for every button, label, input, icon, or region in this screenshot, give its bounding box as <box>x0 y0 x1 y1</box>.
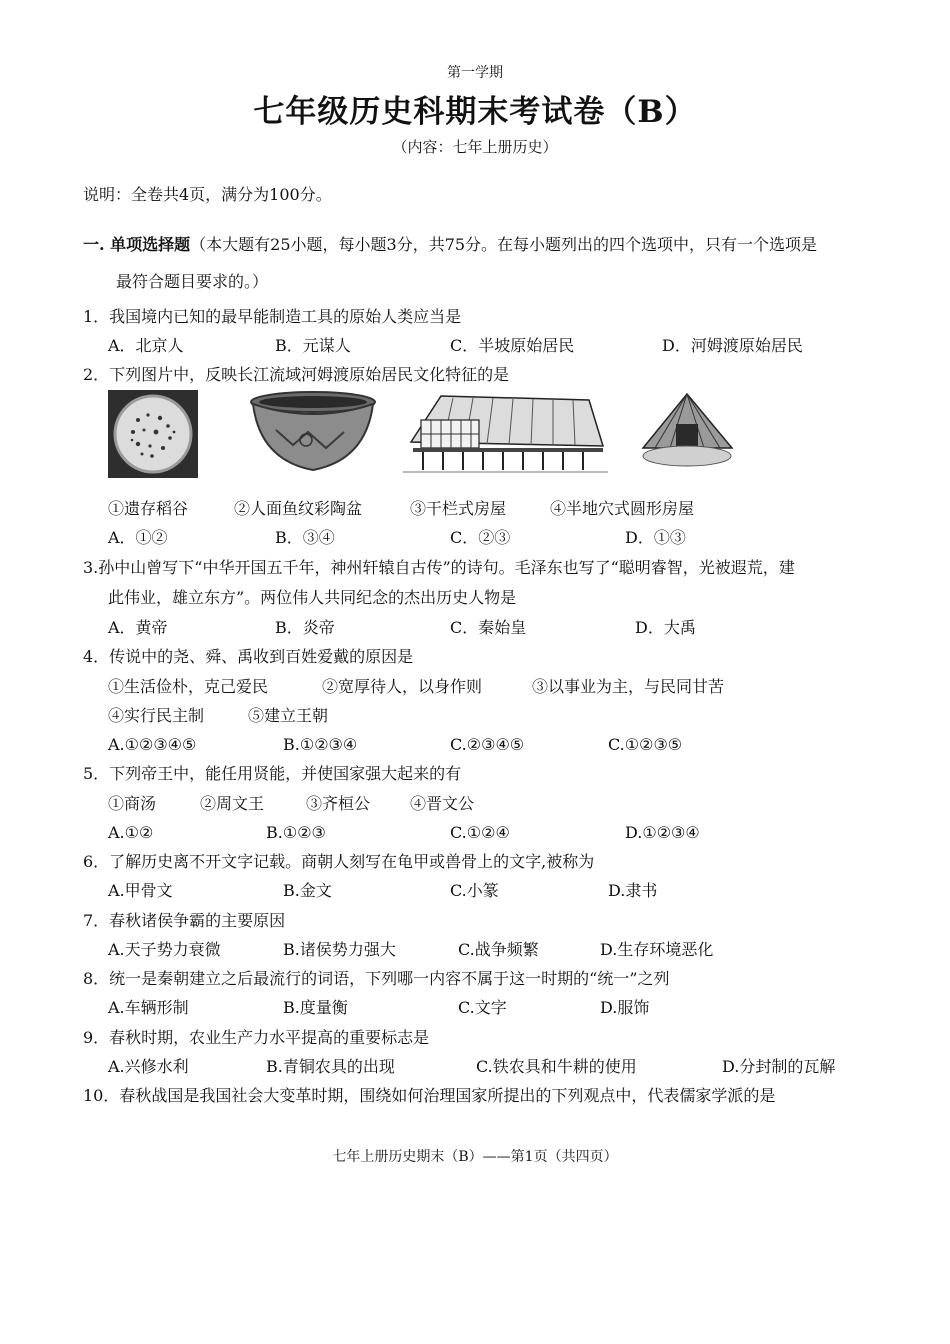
question-3-stem-line1: 3.孙中山曾写下“中华开国五千年，神州轩辕自古传”的诗句。毛泽东也写了“聪明睿智，光被遐荒，建 <box>83 558 795 577</box>
caption-1: ①遗存稻谷 <box>108 499 189 518</box>
exam-title: 七年级历史科期末考试卷（B） <box>253 94 697 130</box>
section-heading <box>83 235 817 255</box>
option-d: D.隶书 <box>608 881 658 900</box>
option-c: C．半坡原始居民 <box>450 336 575 355</box>
option-c: C.文字 <box>458 998 507 1017</box>
option-a: A．黄帝 <box>108 618 168 637</box>
option-a: A.天子势力衰微 <box>108 940 221 959</box>
question-10-stem: 10．春秋战国是我国社会大变革时期，围绕如何治理国家所提出的下列观点中，代表儒家学派的是 <box>83 1086 776 1105</box>
question-8-stem: 8．统一是秦朝建立之后最流行的词语，下列哪一内容不属于这一时期的“统一”之列 <box>83 969 670 988</box>
option-c-2: C.①②③⑤ <box>608 735 683 754</box>
caption-2: ②人面鱼纹彩陶盆 <box>234 499 363 518</box>
question-2-stem: 2．下列图片中，反映长江流域河姆渡原始居民文化特征的是 <box>83 365 510 384</box>
option-c: C.①②④ <box>450 823 510 842</box>
option-a: A.车辆形制 <box>108 998 189 1017</box>
option-d: D．①③ <box>625 528 686 547</box>
question-5-stem: 5．下列帝王中，能任用贤能，并使国家强大起来的有 <box>83 764 462 783</box>
option-c: C.②③④⑤ <box>450 735 525 754</box>
choice-2: ②宽厚待人，以身作则 <box>322 677 483 696</box>
option-d: D．河姆渡原始居民 <box>662 336 803 355</box>
choice-4: ④晋文公 <box>410 794 475 813</box>
option-d: D.生存环境恶化 <box>600 940 714 959</box>
choice-3: ③以事业为主，与民同甘苦 <box>532 677 725 696</box>
option-a: A.①②③④⑤ <box>108 735 197 754</box>
section-desc-line2: 最符合题目要求的。） <box>116 272 269 291</box>
option-d: D.①②③④ <box>625 823 700 842</box>
option-c: C．秦始皇 <box>450 618 527 637</box>
round-semi-subterranean-house-image <box>640 390 735 472</box>
choice-2: ②周文王 <box>200 794 265 813</box>
option-d: D.服饰 <box>600 998 650 1017</box>
question-4-stem: 4．传说中的尧、舜、禹收到百姓爱戴的原因是 <box>83 647 414 666</box>
option-b: B．元谋人 <box>275 336 351 355</box>
option-b: B.金文 <box>283 881 332 900</box>
option-b: B.①②③ <box>266 823 326 842</box>
question-3-stem-line2: 此伟业，雄立东方”。两位伟人共同纪念的杰出历史人物是 <box>108 588 517 607</box>
option-a: A.甲骨文 <box>108 881 173 900</box>
choice-5: ⑤建立王朝 <box>248 706 329 725</box>
option-c: C．②③ <box>450 528 511 547</box>
option-c: C.战争频繁 <box>458 940 539 959</box>
exam-semester: 第一学期 <box>447 65 503 81</box>
option-b: B.诸侯势力强大 <box>283 940 396 959</box>
page-footer: 七年上册历史期末（B）——第1页（共四页） <box>332 1149 618 1165</box>
option-a: A.兴修水利 <box>108 1057 189 1076</box>
choice-1: ①生活俭朴，克己爱民 <box>108 677 269 696</box>
option-b: B.①②③④ <box>283 735 358 754</box>
option-b: B．③④ <box>275 528 335 547</box>
exam-subtitle: （内容：七年上册历史） <box>392 138 558 156</box>
question-6-stem: 6．了解历史离不开文字记载。商朝人刻写在龟甲或兽骨上的文字,被称为 <box>83 852 595 871</box>
option-b: B.青铜农具的出现 <box>266 1057 395 1076</box>
section-title: 一. 单项选择题 <box>83 235 191 254</box>
stilt-house-image <box>403 390 608 475</box>
option-c: C.铁农具和牛耕的使用 <box>476 1057 637 1076</box>
option-b: B．炎帝 <box>275 618 335 637</box>
option-d: D．大禹 <box>635 618 696 637</box>
question-1-stem: 1．我国境内已知的最早能制造工具的原始人类应当是 <box>83 307 462 326</box>
option-d: D.分封制的瓦解 <box>722 1057 836 1076</box>
option-c: C.小篆 <box>450 881 499 900</box>
caption-3: ③干栏式房屋 <box>410 499 507 518</box>
option-a: A．①② <box>108 528 168 547</box>
option-a: A.①② <box>108 823 154 842</box>
question-7-stem: 7．春秋诸侯争霸的主要原因 <box>83 911 286 930</box>
painted-pottery-basin-image <box>248 390 378 475</box>
option-b: B.度量衡 <box>283 998 348 1017</box>
caption-4: ④半地穴式圆形房屋 <box>550 499 695 518</box>
exam-note: 说明：全卷共4页，满分为100分。 <box>83 185 332 204</box>
rice-grains-image <box>108 390 198 478</box>
choice-3: ③齐桓公 <box>306 794 371 813</box>
choice-4: ④实行民主制 <box>108 706 205 725</box>
choice-1: ①商汤 <box>108 794 157 813</box>
option-a: A．北京人 <box>108 336 184 355</box>
section-desc-line1: （本大题有25小题，每小题3分，共75分。在每小题列出的四个选项中，只有一个选项是 <box>190 235 818 254</box>
question-9-stem: 9．春秋时期，农业生产力水平提高的重要标志是 <box>83 1028 430 1047</box>
